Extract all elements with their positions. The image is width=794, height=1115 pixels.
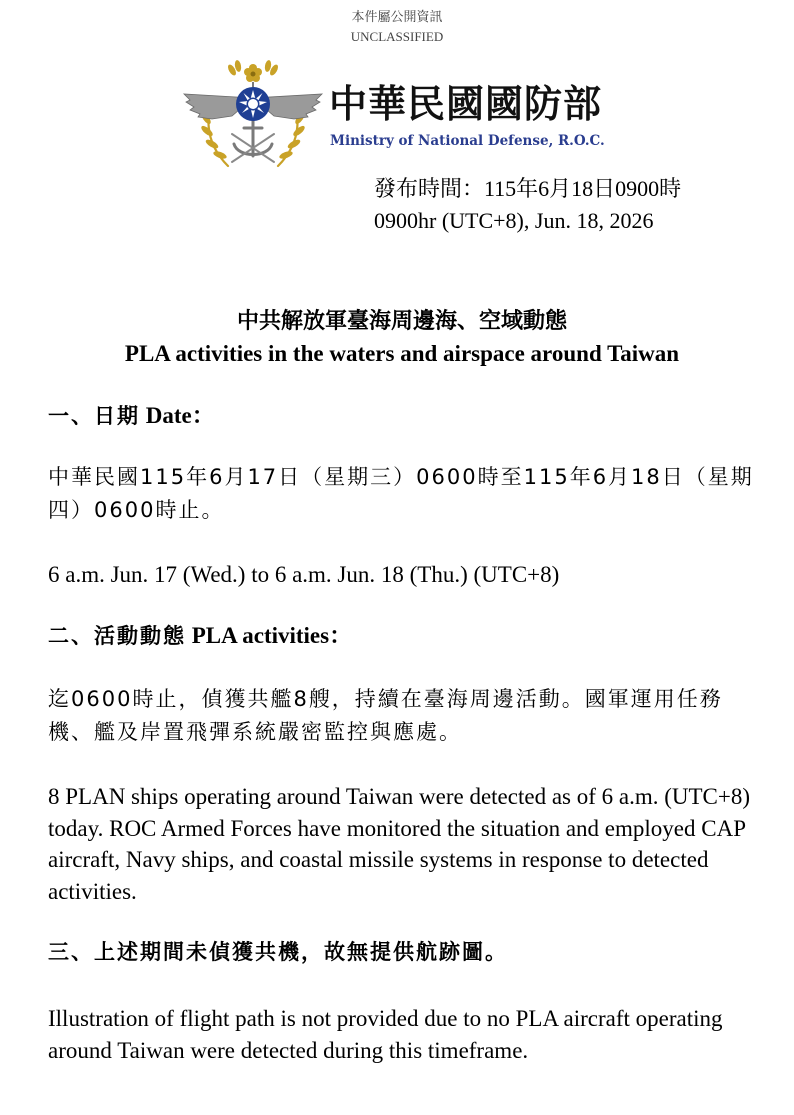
section-heading-date bbox=[48, 402, 215, 430]
activities-body-zh: 迄0600時止，偵獲共艦8艘，持續在臺海周邊活動。國軍運用任務機、艦及岸置飛彈系統嚴密監控與應處。 bbox=[48, 687, 723, 744]
section-heading-date-en: Date： bbox=[140, 403, 215, 428]
date-body-zh: 中華民國115年6月17日（星期三）0600時至115年6月18日（星期四）0600時止。 bbox=[48, 465, 754, 522]
release-time-zh: 發布時間：115年6月18日0900時 bbox=[374, 176, 682, 201]
section-heading-flight-path bbox=[48, 938, 508, 966]
date-body-en: 6 a.m. Jun. 17 (Wed.) to 6 a.m. Jun. 18 (Thu.) (UTC+8) bbox=[48, 562, 560, 587]
mnd-emblem-icon bbox=[182, 56, 324, 172]
ministry-name-zh: 中華民國國防部 bbox=[329, 82, 603, 126]
section-heading-activities-en: PLA activities： bbox=[186, 623, 353, 648]
ministry-name-en: Ministry of National Defense, R.O.C. bbox=[330, 133, 605, 149]
section-heading-date-zh: 一、日期 bbox=[48, 404, 140, 428]
activities-body-en: 8 PLAN ships operating around Taiwan were detected as of 6 a.m. (UTC+8) today. ROC Armed Forces have monitored the situation and employed CAP aircraft, Navy ships, and coastal missile systems in response to detected activities. bbox=[48, 784, 751, 904]
section-heading-flight-path-zh: 三、上述期間未偵獲共機，故無提供航跡圖。 bbox=[48, 940, 508, 964]
release-time-en: 0900hr (UTC+8), Jun. 18, 2026 bbox=[374, 208, 654, 233]
classification-zh: 本件屬公開資訊 bbox=[351, 9, 443, 24]
page-title-en: PLA activities in the waters and airspace around Taiwan bbox=[124, 341, 680, 366]
section-heading-activities-zh: 二、活動動態 bbox=[48, 624, 186, 648]
classification-en: UNCLASSIFIED bbox=[350, 29, 444, 44]
page-title-zh: 中共解放軍臺海周邊海、空域動態 bbox=[236, 309, 567, 334]
section-heading-activities bbox=[48, 622, 352, 650]
flight-path-body-en: Illustration of flight path is not provided due to no PLA aircraft operating around Taiwan were detected during this timeframe. bbox=[48, 1006, 723, 1063]
